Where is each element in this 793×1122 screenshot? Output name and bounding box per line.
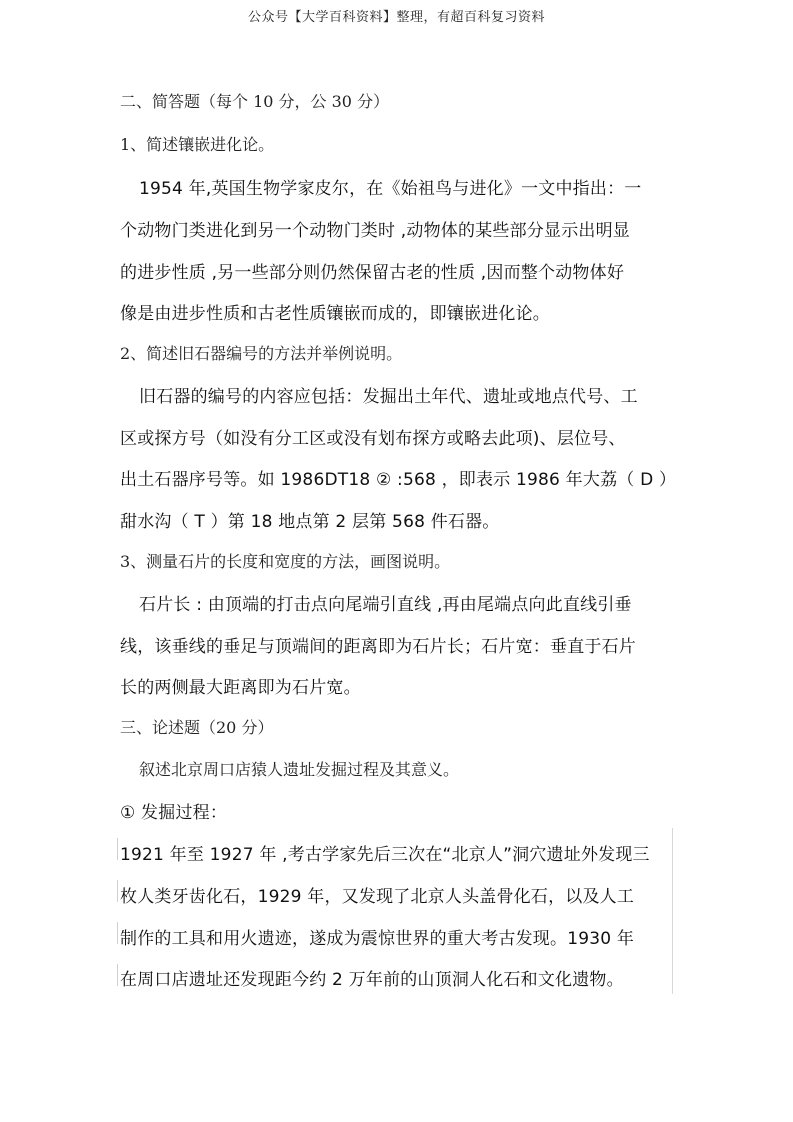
question-2-title: 2、简述旧石器编号的方法并举例说明。 (120, 344, 403, 363)
section-3-heading: 三、论述题（20 分） (120, 718, 274, 737)
essay-answer-line-4: 在周口店遗址还发现距今约 2 万年前的山顶洞人化石和文化遗物。 (120, 970, 624, 990)
essay-question: 叙述北京周口店猿人遗址发掘过程及其意义。 (139, 760, 460, 779)
answer-2-line-3: 出土石器序号等。如 1986DT18 ② :568 ，即表示 1986 年大荔（ D ） (120, 470, 677, 490)
answer-3-line-3: 长的两侧最大距离即为石片宽。 (120, 678, 361, 698)
question-1-title: 1、简述镶嵌进化论。 (120, 135, 275, 154)
answer-3-line-2: 线，该垂线的垂足与顶端间的距离即为石片长；石片宽：垂直于石片 (120, 637, 636, 657)
answer-2-line-2: 区或探方号（如没有分工区或没有划布探方或略去此项)、层位号、 (120, 429, 626, 449)
answer-3-line-1: 石片长 : 由顶端的打击点向尾端引直线 ,再由尾端点向此直线引垂 (139, 595, 632, 615)
answer-1-line-1: 1954 年,英国生物学家皮尔，在《始祖鸟与进化》一文中指出：一 (139, 179, 642, 199)
answer-2-line-1: 旧石器的编号的内容应包括：发掘出土年代、遗址或地点代号、工 (139, 387, 638, 407)
essay-answer-line-3: 制作的工具和用火遗迹，遂成为震惊世界的重大考古发现。1930 年 (120, 929, 635, 949)
essay-answer-line-2: 枚人类牙齿化石，1929 年，又发现了北京人头盖骨化石，以及人工 (120, 887, 635, 907)
page-header: 公众号【大学百科资料】整理，有超百科复习资料 (247, 10, 545, 25)
essay-subheading-1: ① 发掘过程： (120, 803, 228, 823)
section-2-heading: 二、简答题（每个 10 分，公 30 分） (120, 92, 390, 111)
answer-1-line-2: 个动物门类进化到另一个动物门类时 ,动物体的某些部分显示出明显 (120, 221, 631, 241)
essay-answer-line-1: 1921 年至 1927 年 ,考古学家先后三次在“北京人”洞穴遗址外发现三 (120, 845, 650, 865)
question-3-title: 3、测量石片的长度和宽度的方法，画图说明。 (120, 552, 451, 571)
answer-2-line-4: 甜水沟（ T ）第 18 地点第 2 层第 568 件石器。 (120, 512, 500, 532)
answer-1-line-3: 的进步性质 ,另一些部分则仍然保留古老的性质 ,因而整个动物体好 (120, 263, 625, 283)
answer-1-line-4: 像是由进步性质和古老性质镶嵌而成的，即镶嵌进化论。 (120, 304, 550, 324)
